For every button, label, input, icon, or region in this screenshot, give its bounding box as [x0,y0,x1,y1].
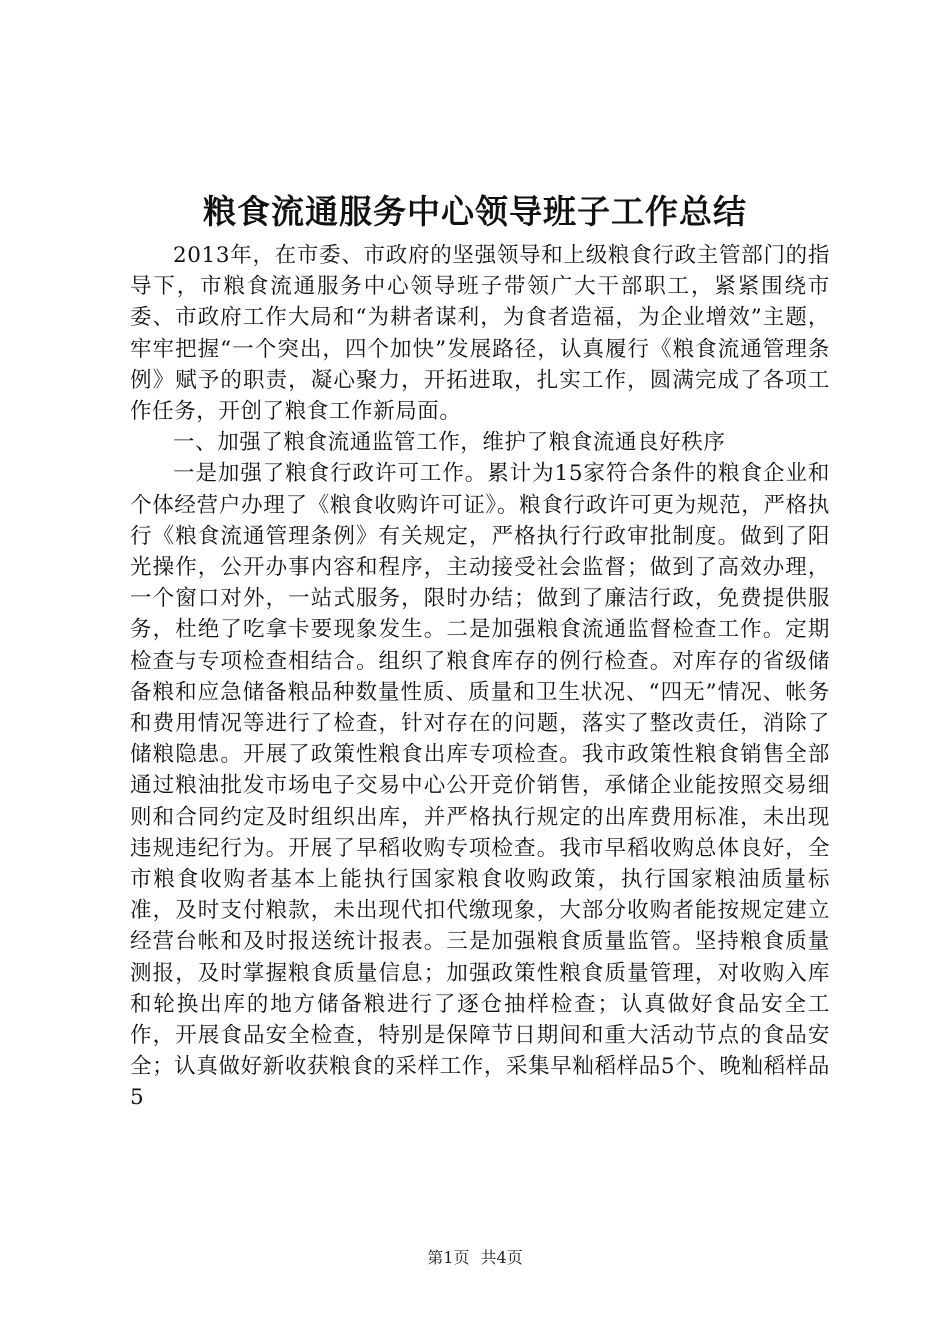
page-number: 第1页 [427,1248,470,1267]
paragraph-details: 一是加强了粮食行政许可工作。累计为15家符合条件的粮食企业和个体经营户办理了《粮食收购许可证》。粮食行政许可更为规范，严格执行《粮食流通管理条例》有关规定，严格执行行政审批制度。做到了阳光操作，公开办事内容和程序，主动接受社会监督；做到了高效办理，一个窗口对外，一站式服务，限时办结；做到了廉洁行政，免费提供服务，杜绝了吃拿卡要现象发生。二是加强粮食流通监督检查工作。定期检查与专项检查相结合。组织了粮食库存的例行检查。对库存的省级储备粮和应急储备粮品种数量性质、质量和卫生状况、“四无”情况、帐务和费用情况等进行了检查，针对存在的问题，落实了整改责任，消除了储粮隐患。开展了政策性粮食出库专项检查。我市政策性粮食销售全部通过粮油批发市场电子交易中心公开竞价销售，承储企业能按照交易细则和合同约定及时组织出库，并严格执行规定的出库费用标准，未出现违规违纪行为。开展了早稻收购专项检查。我市早稻收购总体良好，全市粮食收购者基本上能执行国家粮食收购政策，执行国家粮油质量标准，及时支付粮款，未出现代扣代缴现象，大部分收购者能按规定建立经营台帐和及时报送统计报表。三是加强粮食质量监管。坚持粮食质量测报，及时掌握粮食质量信息；加强政策性粮食质量管理，对收购入库和轮换出库的地方储备粮进行了逐仓抽样检查；认真做好食品安全工作，开展食品安全检查，特别是保障节日期间和重大活动节点的食品安全；认真做好新收获粮食的采样工作，采集早籼稻样品5个、晚籼稻样品5 [130,461,830,1111]
paragraph-intro: 2013年，在市委、市政府的坚强领导和上级粮食行政主管部门的指导下，市粮食流通服务中心领导班子带领广大干部职工，紧紧围绕市委、市政府工作大局和“为耕者谋利，为食者造福，为企业增效”主题，牢牢把握“一个突出，四个加快”发展路径，认真履行《粮食流通管理条例》赋予的职责，凝心聚力，开拓进取，扎实工作，圆满完成了各项工作任务，开创了粮食工作新局面。 [130,243,830,425]
section-heading: 一、加强了粮食流通监管工作，维护了粮食流通良好秩序 [173,430,726,456]
document-body [130,240,830,1114]
page-total: 共4页 [480,1248,523,1267]
document-title: 粮食流通服务中心领导班子工作总结 [203,192,747,231]
page-footer [0,1245,950,1268]
